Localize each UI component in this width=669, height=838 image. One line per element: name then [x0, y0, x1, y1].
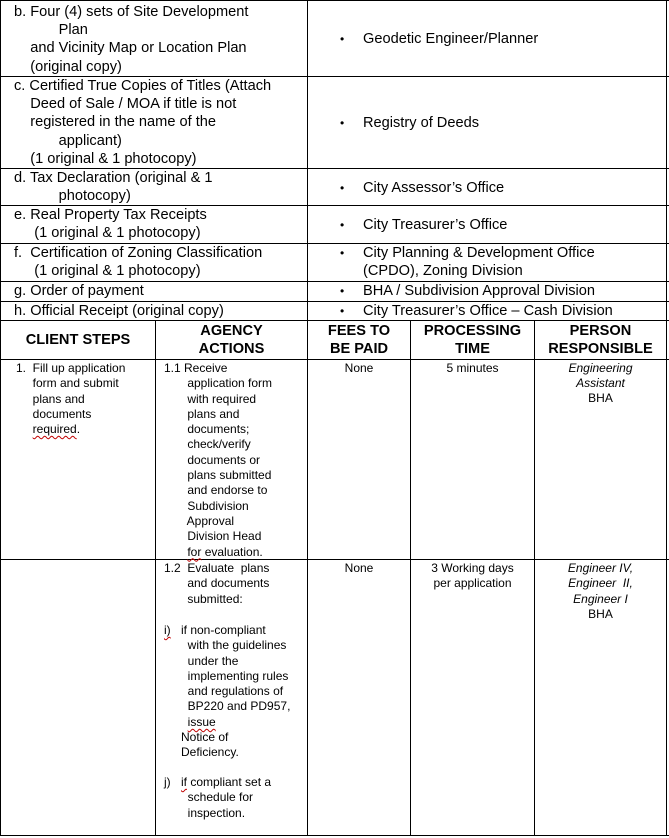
- processing-time-1-2: 3 Working days per application: [431, 561, 514, 591]
- header-processing-time: PROCESSING TIME: [423, 323, 522, 357]
- requirement-h: h. Official Receipt (original copy): [14, 303, 224, 319]
- row-divider: [0, 359, 669, 360]
- bullet: •: [340, 116, 345, 130]
- sub-step-i: if non-compliant with the guidelines under the implementing rules and regulations of BP220 and PD957, issue: [181, 623, 291, 729]
- sub-step-i-spellcheck: issue: [187, 714, 216, 729]
- office-f: City Planning & Development Office (CPDO), Zoning Division: [363, 245, 595, 279]
- sub-step-j: if compliant set a schedule for inspection.: [181, 775, 272, 820]
- bullet: •: [340, 284, 345, 298]
- office-c: Registry of Deeds: [363, 115, 479, 131]
- office-e: City Treasurer’s Office: [363, 217, 508, 233]
- table-left-border: [0, 0, 1, 836]
- agency-action-1-1: 1.1 Receive application form with required plans and documents; check/verify documents or plans submitted and endorse to Subdivision Approval Division Head for evaluation.: [164, 361, 273, 559]
- sub-step-i-label: i): [164, 623, 171, 637]
- table-right-border: [666, 0, 667, 836]
- client-step-1-spellcheck: required: [32, 422, 77, 437]
- person-office-1-1: BHA: [588, 391, 613, 405]
- requirement-c: c. Certified True Copies of Titles (Attach Deed of Sale / MOA if title is not registered in the name of the applicant) (1 original & 1 photocopy): [14, 78, 272, 167]
- header-agency-actions: AGENCY ACTIONS: [198, 323, 265, 357]
- office-h: City Treasurer’s Office – Cash Division: [363, 303, 613, 319]
- bullet: •: [340, 246, 345, 260]
- header-fees: FEES TO BE PAID: [327, 323, 391, 357]
- person-responsible-1-2: Engineer IV, Engineer II, Engineer I: [567, 561, 634, 606]
- bullet: •: [340, 304, 345, 318]
- fees-1-2: None: [344, 561, 374, 575]
- requirement-e: e. Real Property Tax Receipts (1 original & 1 photocopy): [14, 207, 207, 242]
- office-b: Geodetic Engineer/Planner: [363, 31, 539, 47]
- header-client-steps: CLIENT STEPS: [25, 332, 131, 348]
- bullet: •: [340, 181, 345, 195]
- column-divider: [307, 0, 308, 836]
- requirement-b: b. Four (4) sets of Site Development Plan and Vicinity Map or Location Plan (original copy): [14, 4, 249, 75]
- sub-step-j-label: j): [164, 775, 171, 789]
- office-g: BHA / Subdivision Approval Division: [363, 283, 595, 299]
- person-office-1-2: BHA: [588, 607, 613, 621]
- agency-action-1-1-spellcheck: for: [187, 544, 202, 559]
- requirement-f: f. Certification of Zoning Classification (1 original & 1 photocopy): [14, 245, 263, 280]
- table-bottom-border: [0, 835, 669, 836]
- column-divider: [155, 320, 156, 836]
- requirement-g: g. Order of payment: [14, 283, 144, 299]
- sub-step-j-spellcheck: if: [181, 775, 187, 789]
- bullet: •: [340, 218, 345, 232]
- requirement-d: d. Tax Declaration (original & 1 photocopy): [14, 170, 213, 205]
- client-step-1: 1. Fill up application form and submit plans and documents required.: [16, 361, 126, 437]
- processing-time-1-1: 5 minutes: [446, 361, 499, 375]
- bullet: •: [340, 32, 345, 46]
- header-person-responsible: PERSON RESPONSIBLE: [548, 323, 653, 357]
- office-d: City Assessor’s Office: [363, 180, 505, 196]
- row-divider: [0, 559, 669, 560]
- table-top-border: [0, 0, 669, 1]
- person-responsible-1-1: Engineering Assistant: [568, 361, 633, 391]
- fees-1-1: None: [344, 361, 374, 375]
- agency-action-1-2: 1.2 Evaluate plans and documents submitted:: [164, 561, 270, 606]
- sub-step-i-tail: Notice of Deficiency.: [181, 730, 239, 760]
